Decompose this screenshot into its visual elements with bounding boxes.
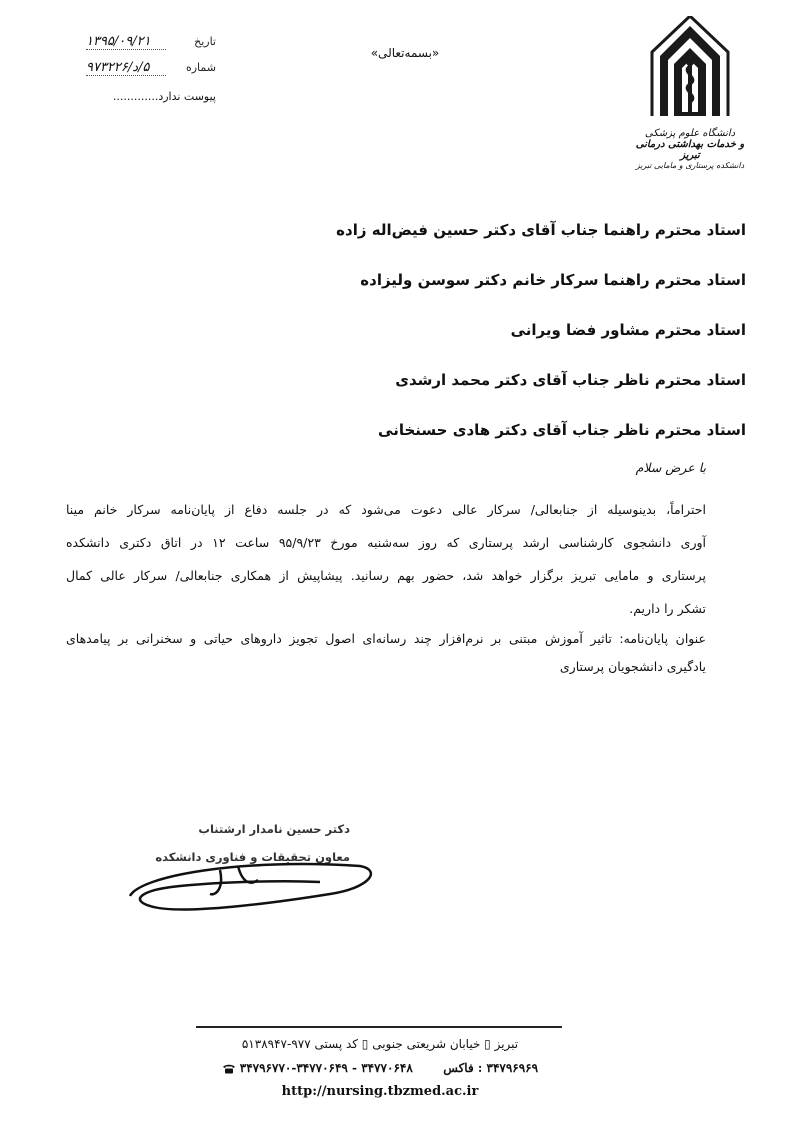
footer-phones: ۳۴۷۷۰۶۴۸ - ۳۴۷۷۰۶۴۹-۳۴۷۹۶۷۷۰ (239, 1061, 413, 1075)
handwritten-signature-icon (120, 836, 380, 926)
letter-footer (160, 1032, 600, 1104)
footer-address: تبریز ▯ خیابان شریعتی جنوبی ▯ کد پستی ۹۷۷-۵۱۳۸۹۴۷ (241, 1037, 519, 1051)
number-label: شماره (185, 61, 216, 74)
body-line: پرستاری و مامایی تبریز برگزار خواهد شد، حضور بهم رسانید. پیشاپیش از همکاری جنابعالی/ سرکار عالی کمال (66, 568, 706, 583)
letter-body (66, 460, 706, 681)
bismillah: «بسمه‌تعالی» (370, 46, 440, 60)
attachment-note: پیوست ندارد............. (112, 90, 216, 103)
recipient-line: استاد محترم ناظر جناب آقای دکتر هادی حسنخانی (378, 421, 746, 439)
signature-block (120, 820, 380, 930)
recipient-line: استاد محترم ناظر جناب آقای دکتر محمد ارشدی (395, 371, 746, 389)
emblem-icon (630, 16, 750, 126)
signatory-name: دکتر حسین نامدار ارشتناب (198, 822, 350, 836)
recipient-line: استاد محترم راهنما جناب آقای دکتر حسین فیض‌اله زاده (336, 221, 746, 239)
logo-caption (630, 128, 750, 170)
date-value: ۱۳۹۵/۰۹/۲۱ (86, 34, 166, 50)
telephone-icon (222, 1063, 236, 1074)
footer-website: http://nursing.tbzmed.ac.ir (281, 1084, 479, 1099)
date-label: تاریخ (194, 35, 216, 48)
recipient-list (126, 210, 746, 460)
invitation-paragraph (66, 493, 706, 625)
greeting: با عرض سلام (635, 460, 706, 475)
footer-contact (160, 1056, 600, 1080)
letter-meta (86, 34, 216, 103)
recipient-line: استاد محترم مشاور فضا ویرانی (510, 321, 746, 339)
subject-line: عنوان پایان‌نامه: تاثیر آموزش مبتنی بر نرم‌افزار چند رسانه‌ای اصول تجویز داروهای حیاتی و سخنرانی بر پیامدهای (66, 631, 706, 646)
signatory-title: معاون تحقیقات و فناوری دانشکده (155, 850, 350, 864)
footer-fax: ۳۴۷۹۶۹۶۹ : فاکس (443, 1061, 539, 1075)
thesis-title-paragraph (66, 625, 706, 681)
subject-line: یادگیری دانشجویان پرستاری (559, 659, 706, 674)
footer-divider (196, 1026, 562, 1028)
logo-line-services: و خدمات بهداشتی درمانی تبریز (635, 139, 745, 161)
date-row (86, 34, 216, 60)
logo-line-university: دانشگاه علوم پزشکی (644, 128, 736, 139)
logo-line-faculty: دانشکده پرستاری و مامایی تبریز (635, 161, 745, 170)
recipient-line: استاد محترم راهنما سرکار خانم دکتر سوسن ولیزاده (360, 271, 746, 289)
body-line: احتراماً، بدینوسیله از جنابعالی/ سرکار عالی دعوت می‌شود که در جلسه دفاع از پایان‌نامه سرکار خانم مینا (66, 502, 706, 517)
university-logo (630, 16, 750, 186)
number-row (86, 60, 216, 86)
body-line: تشکر را داریم. (629, 601, 706, 616)
number-value: ۵/د/۹۷۳۲۲۶ (86, 60, 166, 76)
body-line: آوری دانشجوی کارشناسی ارشد پرستاری که روز سه‌شنبه مورخ ۹۵/۹/۲۳ ساعت ۱۲ در اتاق دکتری دانشکده (66, 535, 707, 550)
